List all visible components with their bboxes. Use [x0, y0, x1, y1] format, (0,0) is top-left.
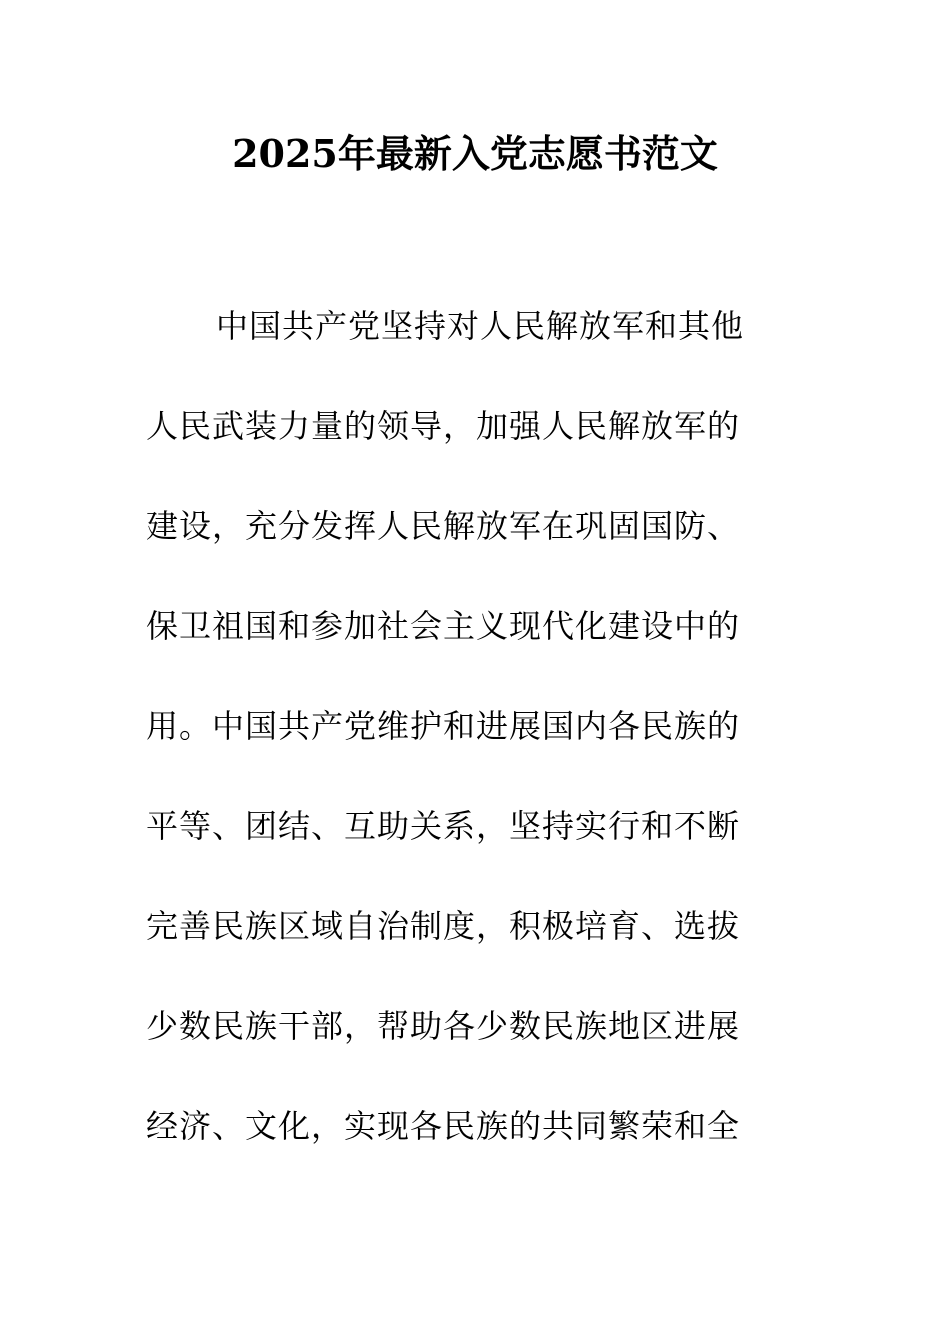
document-title: 2025年最新入党志愿书范文 — [232, 131, 718, 176]
paragraph-line-7: 完善民族区域自治制度，积极培育、选拔 — [146, 907, 741, 945]
paragraph-line-4: 保卫祖国和参加社会主义现代化建设中的 — [146, 607, 741, 645]
paragraph-line-8: 少数民族干部，帮助各少数民族地区进展 — [146, 1007, 741, 1045]
paragraph-line-3: 建设，充分发挥人民解放军在巩固国防、 — [146, 507, 741, 545]
paragraph-line-6: 平等、团结、互助关系，坚持实行和不断 — [146, 807, 741, 845]
paragraph-line-1: 中国共产党坚持对人民解放军和其他 — [216, 307, 745, 345]
paragraph-line-2: 人民武装力量的领导，加强人民解放军的 — [146, 407, 741, 445]
paragraph-line-5: 用。中国共产党维护和进展国内各民族的 — [146, 707, 741, 745]
paragraph-line-9: 经济、文化，实现各民族的共同繁荣和全 — [146, 1107, 741, 1145]
